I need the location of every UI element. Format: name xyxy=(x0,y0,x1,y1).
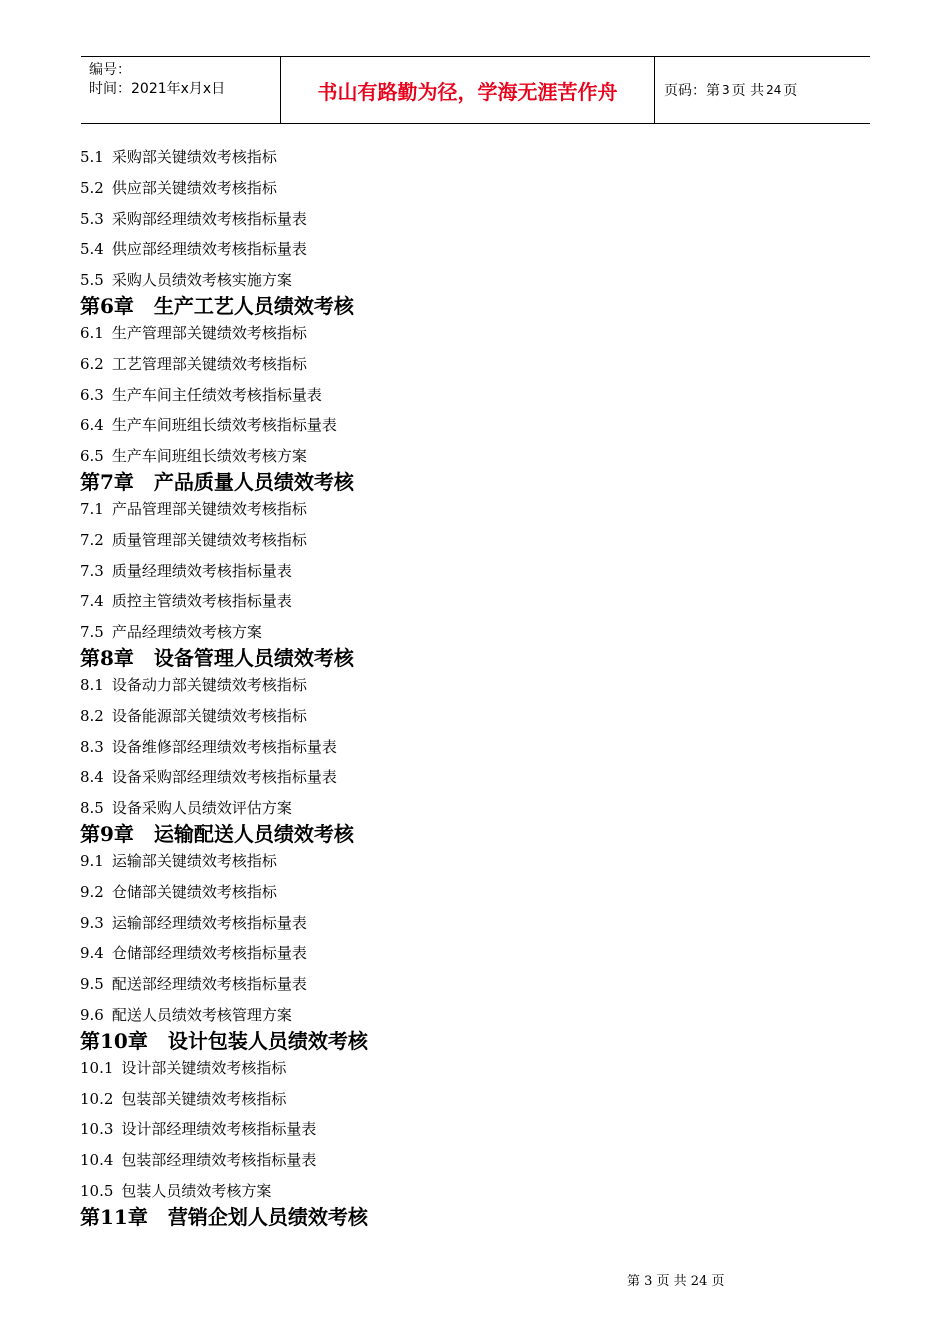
toc-entry xyxy=(80,558,860,589)
toc-entry xyxy=(80,764,860,795)
toc-entry xyxy=(80,1086,860,1117)
toc-entry xyxy=(80,1116,860,1147)
entry-number: 9.2 xyxy=(80,882,104,901)
entry-title: 设计部关键绩效考核指标 xyxy=(121,1058,287,1077)
page-prefix: 页码：第 xyxy=(664,83,720,99)
entry-number: 7.4 xyxy=(80,592,104,611)
entry-number: 10.4 xyxy=(80,1151,114,1170)
chapter-number: 第11章 xyxy=(80,1204,148,1229)
header-page-number xyxy=(655,57,870,123)
toc-entry xyxy=(80,144,860,175)
entry-number: 7.2 xyxy=(80,530,104,549)
chapter-title: 设备管理人员绩效考核 xyxy=(153,645,354,670)
entry-number: 7.3 xyxy=(80,561,104,580)
entry-title: 运输部关键绩效考核指标 xyxy=(111,851,277,870)
entry-title: 配送人员绩效考核管理方案 xyxy=(111,1005,292,1024)
entry-number: 5.5 xyxy=(80,271,104,290)
chapter-title: 产品质量人员绩效考核 xyxy=(153,469,354,494)
entry-title: 生产车间班组长绩效考核方案 xyxy=(111,447,307,466)
entry-title: 产品经理绩效考核方案 xyxy=(111,623,262,642)
table-of-contents xyxy=(80,144,860,1231)
entry-title: 设备采购部经理绩效考核指标量表 xyxy=(111,768,337,787)
chapter-number: 第10章 xyxy=(80,1028,148,1053)
entry-number: 6.5 xyxy=(80,447,104,466)
entry-number: 8.4 xyxy=(80,768,104,787)
entry-title: 质控主管绩效考核指标量表 xyxy=(111,592,292,611)
entry-title: 质量经理绩效考核指标量表 xyxy=(111,561,292,580)
entry-number: 10.3 xyxy=(80,1120,114,1139)
entry-title: 运输部经理绩效考核指标量表 xyxy=(111,913,307,932)
entry-title: 供应部关键绩效考核指标 xyxy=(111,178,277,197)
entry-title: 生产管理部关键绩效考核指标 xyxy=(111,323,307,342)
entry-title: 采购部经理绩效考核指标量表 xyxy=(111,209,307,228)
entry-number: 7.1 xyxy=(80,499,104,518)
entry-title: 包装部关键绩效考核指标 xyxy=(121,1089,287,1108)
toc-entry xyxy=(80,910,860,941)
entry-number: 10.5 xyxy=(80,1181,114,1200)
entry-number: 8.2 xyxy=(80,706,104,725)
page-footer: 第 3 页 共 24 页 xyxy=(627,1274,725,1289)
chapter-number: 第7章 xyxy=(80,469,134,494)
header-motto: 书山有路勤为径，学海无涯苦作舟 xyxy=(281,57,655,123)
entry-title: 采购人员绩效考核实施方案 xyxy=(111,271,292,290)
entry-title: 设备采购人员绩效评估方案 xyxy=(111,799,292,818)
toc-entry xyxy=(80,496,860,527)
entry-number: 8.3 xyxy=(80,737,104,756)
page-header xyxy=(81,56,870,124)
page-total: 24 xyxy=(766,83,782,97)
entry-number: 10.2 xyxy=(80,1089,114,1108)
chapter-number: 第9章 xyxy=(80,821,134,846)
entry-title: 包装部经理绩效考核指标量表 xyxy=(121,1151,317,1170)
toc-entry xyxy=(80,206,860,237)
toc-entry xyxy=(80,1147,860,1178)
page-mid: 页 共 xyxy=(731,83,765,99)
entry-number: 5.1 xyxy=(80,148,104,166)
toc-entry xyxy=(80,382,860,413)
toc-entry xyxy=(80,1055,860,1086)
entry-number: 9.4 xyxy=(80,944,104,963)
page-suffix: 页 xyxy=(783,83,798,99)
chapter-title: 运输配送人员绩效考核 xyxy=(153,821,354,846)
entry-title: 设备动力部关键绩效考核指标 xyxy=(111,675,307,694)
chapter-title: 生产工艺人员绩效考核 xyxy=(153,293,354,318)
entry-title: 供应部经理绩效考核指标量表 xyxy=(111,240,307,259)
entry-title: 生产车间班组长绩效考核指标量表 xyxy=(111,416,337,435)
toc-entry xyxy=(80,236,860,267)
page-current: 3 xyxy=(722,83,730,97)
entry-number: 8.5 xyxy=(80,799,104,818)
entry-number: 6.3 xyxy=(80,385,104,404)
entry-title: 包装人员绩效考核方案 xyxy=(121,1181,272,1200)
toc-entry xyxy=(80,351,860,382)
serial-label: 编号： xyxy=(89,62,131,78)
entry-title: 生产车间主任绩效考核指标量表 xyxy=(111,385,322,404)
chapter-heading xyxy=(80,1029,860,1053)
toc-entry xyxy=(80,703,860,734)
entry-number: 10.1 xyxy=(80,1058,114,1077)
toc-entry xyxy=(80,734,860,765)
entry-title: 工艺管理部关键绩效考核指标 xyxy=(111,354,307,373)
entry-title: 产品管理部关键绩效考核指标 xyxy=(111,499,307,518)
entry-title: 设计部经理绩效考核指标量表 xyxy=(121,1120,317,1139)
toc-entry xyxy=(80,672,860,703)
toc-entry xyxy=(80,320,860,351)
toc-entry xyxy=(80,175,860,206)
entry-title: 配送部经理绩效考核指标量表 xyxy=(111,975,307,994)
entry-number: 5.3 xyxy=(80,209,104,228)
entry-number: 9.3 xyxy=(80,913,104,932)
entry-title: 仓储部经理绩效考核指标量表 xyxy=(111,944,307,963)
chapter-number: 第8章 xyxy=(80,645,134,670)
entry-number: 8.1 xyxy=(80,675,104,694)
entry-number: 9.5 xyxy=(80,975,104,994)
entry-number: 9.1 xyxy=(80,851,104,870)
entry-number: 5.2 xyxy=(80,178,104,197)
entry-number: 7.5 xyxy=(80,623,104,642)
toc-entry xyxy=(80,879,860,910)
toc-entry xyxy=(80,412,860,443)
toc-entry xyxy=(80,848,860,879)
entry-number: 9.6 xyxy=(80,1005,104,1024)
toc-entry xyxy=(80,971,860,1002)
toc-entry xyxy=(80,527,860,558)
time-label: 时间：2021年x月x日 xyxy=(89,81,226,97)
chapter-heading xyxy=(80,822,860,846)
chapter-heading xyxy=(80,1205,860,1229)
toc-entry xyxy=(80,588,860,619)
chapter-heading xyxy=(80,294,860,318)
chapter-heading xyxy=(80,470,860,494)
entry-title: 设备能源部关键绩效考核指标 xyxy=(111,706,307,725)
entry-number: 6.4 xyxy=(80,416,104,435)
chapter-number: 第6章 xyxy=(80,293,134,318)
entry-number: 5.4 xyxy=(80,240,104,259)
toc-entry xyxy=(80,940,860,971)
entry-number: 6.1 xyxy=(80,323,104,342)
header-meta xyxy=(81,57,281,123)
entry-number: 6.2 xyxy=(80,354,104,373)
chapter-heading xyxy=(80,646,860,670)
entry-title: 设备维修部经理绩效考核指标量表 xyxy=(111,737,337,756)
entry-title: 仓储部关键绩效考核指标 xyxy=(111,882,277,901)
chapter-title: 设计包装人员绩效考核 xyxy=(167,1028,368,1053)
entry-title: 采购部关键绩效考核指标 xyxy=(111,148,277,166)
entry-title: 质量管理部关键绩效考核指标 xyxy=(111,530,307,549)
chapter-title: 营销企划人员绩效考核 xyxy=(167,1204,368,1229)
